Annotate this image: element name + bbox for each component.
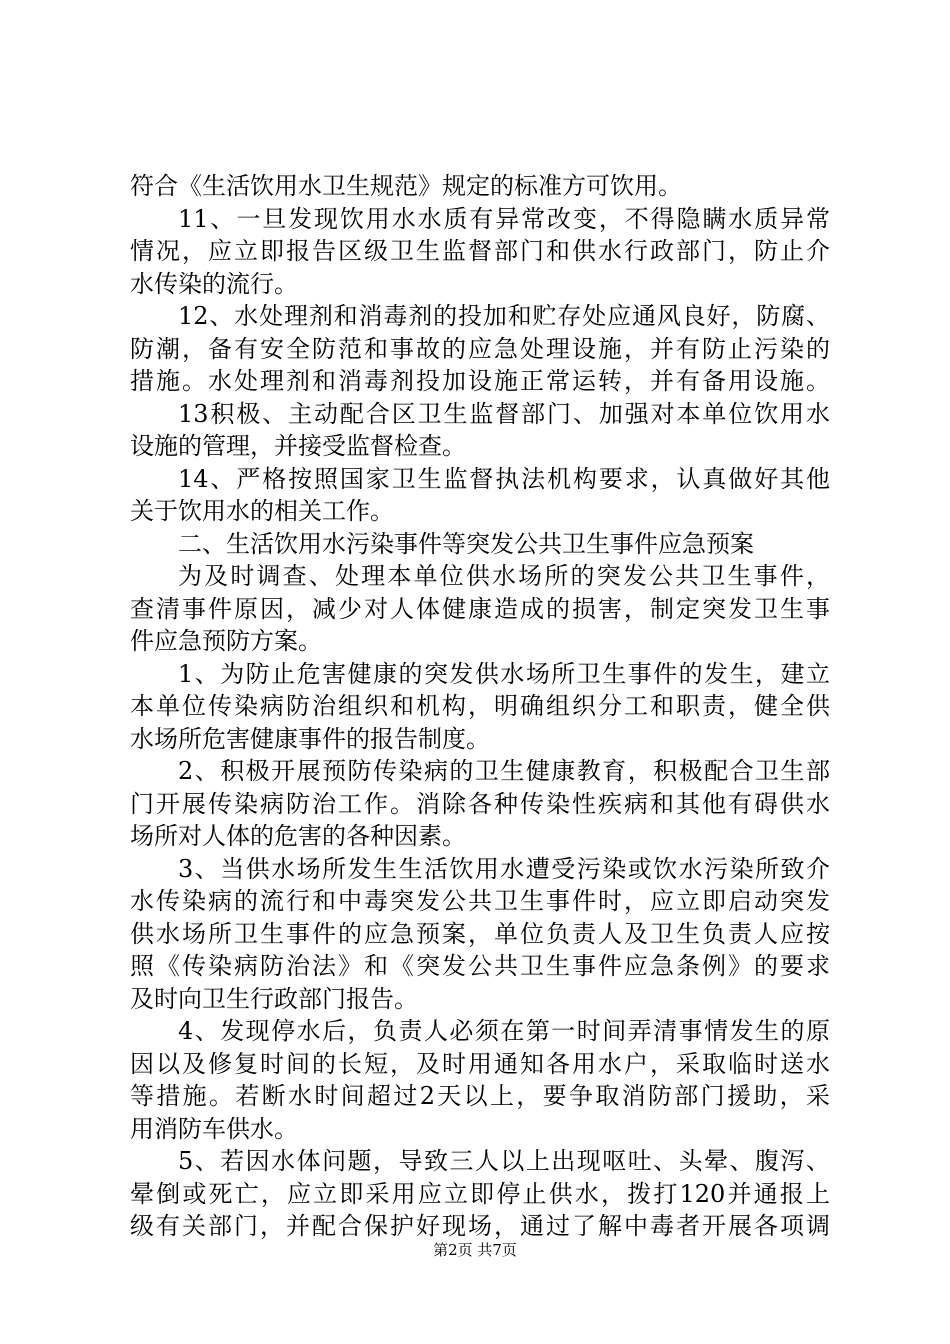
text-line: 及时向卫生行政部门报告。 [130,984,418,1013]
text-line: 等措施。若断水时间超过2天以上，要争取消防部门援助，采 [130,1082,830,1110]
text-line: 水场所危害健康事件的报告制度。 [130,724,490,753]
text-line: 供水场所卫生事件的应急预案，单位负责人及卫生负责人应按 [130,919,830,948]
document-body [130,170,830,1243]
text-line: 关于饮用水的相关工作。 [130,497,394,525]
text-line: 措施。水处理剂和消毒剂投加设施正常运转，并有备用设施。 [130,367,830,395]
text-line: 3、当供水场所发生生活饮用水遭受污染或饮水污染所致介 [178,854,830,883]
text-line: 12、水处理剂和消毒剂的投加和贮存处应通风良好，防腐、 [178,302,830,330]
text-line: 11、一旦发现饮用水水质有异常改变，不得隐瞒水质异常 [178,204,830,233]
text-line: 因以及修复时间的长短，及时用通知各用水户，采取临时送水 [130,1049,830,1078]
page-number-footer: 第2页 共7页 [433,1241,517,1259]
text-line: 二、生活饮用水污染事件等突发公共卫生事件应急预案 [178,529,754,558]
text-line: 2、积极开展预防传染病的卫生健康教育，积极配合卫生部 [178,757,830,785]
text-line: 照《传染病防治法》和《突发公共卫生事件应急条例》的要求 [130,952,830,980]
text-line: 1、为防止危害健康的突发供水场所卫生事件的发生，建立 [178,659,830,688]
text-line: 门开展传染病防治工作。消除各种传染性疾病和其他有碍供水 [130,789,830,818]
text-line: 为及时调查、处理本单位供水场所的突发公共卫生事件， [178,562,830,590]
text-line: 14、严格按照国家卫生监督执法机构要求，认真做好其他 [178,464,830,493]
text-line: 本单位传染病防治组织和机构，明确组织分工和职责，健全供 [130,692,830,720]
text-line: 防潮，备有安全防范和事故的应急处理设施，并有防止污染的 [130,334,830,363]
text-line: 设施的管理，并接受监督检查。 [130,432,466,460]
text-line: 件应急预防方案。 [130,627,322,655]
text-line: 4、发现停水后，负责人必须在第一时间弄清事情发生的原 [178,1017,830,1045]
text-line: 水传染的流行。 [130,269,298,298]
text-line: 查清事件原因，减少对人体健康造成的损害，制定突发卫生事 [130,594,830,623]
text-line: 5、若因水体问题，导致三人以上出现呕吐、头晕、腹泻、 [178,1147,830,1175]
text-line: 13积极、主动配合区卫生监督部门、加强对本单位饮用水 [178,399,830,428]
text-line: 情况，应立即报告区级卫生监督部门和供水行政部门，防止介 [130,237,830,265]
text-line: 场所对人体的危害的各种因素。 [130,822,466,850]
text-line: 水传染病的流行和中毒突发公共卫生事件时，应立即启动突发 [130,887,830,915]
text-line: 符合《生活饮用水卫生规范》规定的标准方可饮用。 [130,172,682,200]
text-line: 晕倒或死亡，应立即采用应立即停止供水，拨打120并通报上 [130,1179,830,1208]
text-line: 用消防车供水。 [130,1114,298,1143]
text-line: 级有关部门，并配合保护好现场，通过了解中毒者开展各项调 [130,1212,830,1240]
